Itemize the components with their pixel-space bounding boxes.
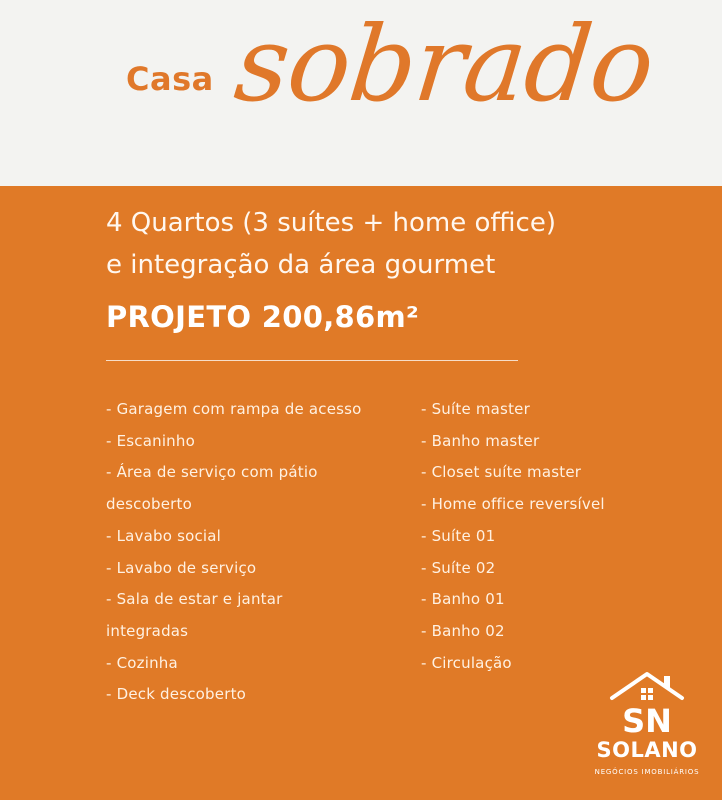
list-item: - Deck descoberto — [106, 685, 247, 704]
list-item: - Área de serviço com pátio — [106, 463, 318, 482]
description — [106, 202, 696, 286]
list-item: - Closet suíte master — [421, 463, 582, 482]
header-banner — [0, 0, 722, 186]
project-area: PROJETO 200,86m² — [106, 300, 419, 334]
list-item: - Escaninho — [106, 431, 195, 450]
description-line-1: 4 Quartos (3 suítes + home office) — [106, 208, 556, 238]
list-item: - Banho 01 — [421, 590, 505, 609]
list-item: - Suíte 01 — [421, 526, 496, 545]
divider — [106, 360, 518, 361]
list-item: - Lavabo de serviço — [106, 558, 257, 577]
list-item: - Circulação — [421, 653, 512, 672]
solano-logo — [582, 668, 712, 790]
list-item: integradas — [106, 621, 189, 640]
list-item: - Suíte master — [421, 400, 530, 418]
title-casa: Casa — [126, 60, 214, 98]
title-sobrado: sobrado — [229, 3, 659, 125]
list-item: descoberto — [106, 495, 192, 514]
list-item: - Suíte 02 — [421, 558, 496, 577]
brand-tagline: NEGÓCIOS IMOBILIÁRIOS — [594, 768, 700, 776]
list-item: - Sala de estar e jantar — [106, 590, 283, 609]
description-line-2: e integração da área gourmet — [106, 250, 496, 280]
features-list-left — [106, 394, 362, 711]
features-list-right — [421, 394, 605, 679]
brand-name: SOLANO — [596, 738, 698, 762]
list-item: - Lavabo social — [106, 526, 222, 545]
list-item: - Garagem com rampa de acesso — [106, 400, 362, 418]
logo-monogram: SN — [622, 702, 672, 738]
list-item: - Home office reversível — [421, 495, 605, 514]
house-monogram-icon — [604, 668, 690, 738]
list-item: - Banho master — [421, 431, 540, 450]
list-item: - Banho 02 — [421, 621, 505, 640]
list-item: - Cozinha — [106, 653, 178, 672]
